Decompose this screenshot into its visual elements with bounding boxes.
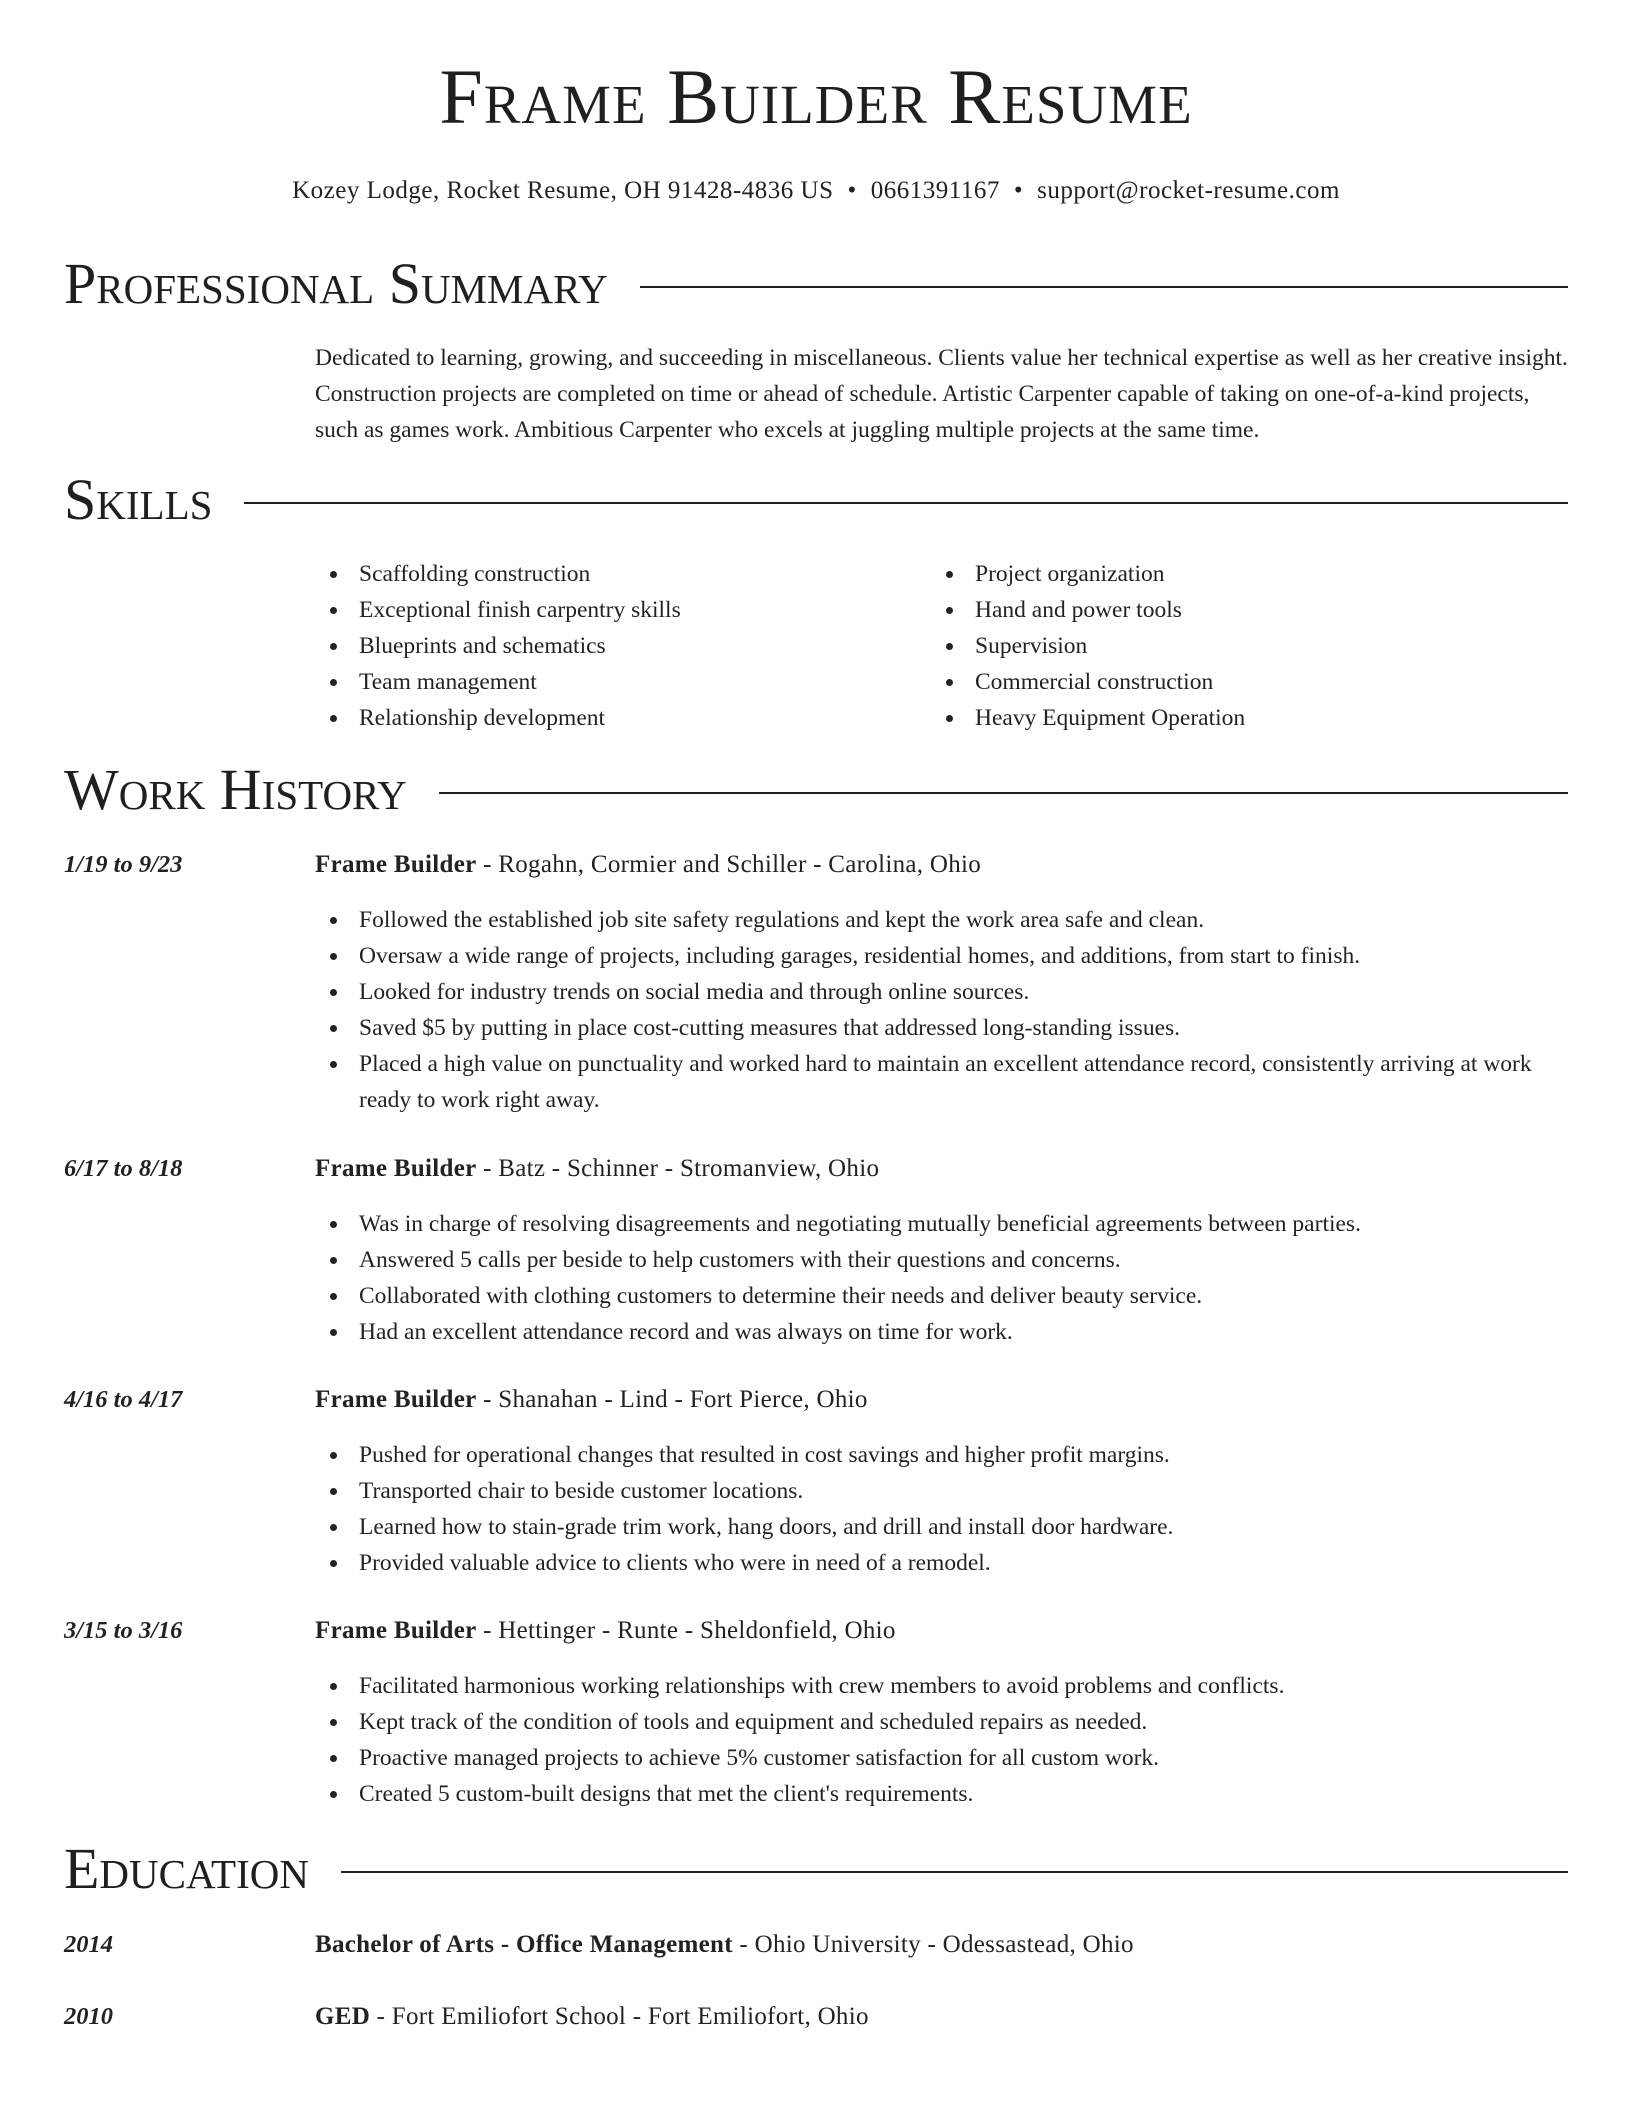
work-section-title: Work History bbox=[64, 757, 407, 822]
skills-section-header bbox=[64, 468, 1568, 532]
duty-item: Proactive managed projects to achieve 5% customer satisfaction for all custom work. bbox=[315, 1740, 1572, 1776]
duty-item: Created 5 custom-built designs that met the client's requirements. bbox=[315, 1776, 1572, 1812]
contact-email[interactable]: support@rocket-resume.com bbox=[1037, 177, 1340, 204]
duty-item: Provided valuable advice to clients who were in need of a remodel. bbox=[315, 1545, 1572, 1581]
job-heading bbox=[315, 1614, 1572, 1648]
education-year: 2010 bbox=[64, 2003, 113, 2030]
duty-item: Transported chair to beside customer locations. bbox=[315, 1473, 1572, 1509]
job-dates: 1/19 to 9/23 bbox=[64, 851, 183, 878]
skill-item: Relationship development bbox=[315, 700, 915, 736]
skill-item: Exceptional finish carpentry skills bbox=[315, 592, 915, 628]
job-title: Frame Builder bbox=[315, 851, 477, 878]
education-section-header bbox=[64, 1837, 1568, 1901]
job-duties bbox=[315, 1437, 1572, 1581]
job-dates: 3/15 to 3/16 bbox=[64, 1617, 183, 1644]
contact-phone: 0661391167 bbox=[870, 177, 1000, 204]
job-dates: 4/16 to 4/17 bbox=[64, 1386, 183, 1413]
skill-item: Scaffolding construction bbox=[315, 556, 915, 592]
section-divider bbox=[244, 502, 1568, 504]
job-title: Frame Builder bbox=[315, 1155, 477, 1182]
skill-item: Hand and power tools bbox=[931, 592, 1531, 628]
skill-item: Team management bbox=[315, 664, 915, 700]
education-degree: GED bbox=[315, 2003, 371, 2030]
summary-section-header bbox=[64, 252, 1568, 316]
duty-item: Saved $5 by putting in place cost-cutting measures that addressed long-standing issues. bbox=[315, 1010, 1572, 1046]
job-employer: - Hettinger - Runte - Sheldonfield, Ohio bbox=[476, 1617, 896, 1644]
education-entry bbox=[315, 1928, 1572, 1962]
job-duties bbox=[315, 1668, 1572, 1812]
skill-item: Blueprints and schematics bbox=[315, 628, 915, 664]
skill-item: Commercial construction bbox=[931, 664, 1531, 700]
section-divider bbox=[439, 792, 1568, 794]
job-title: Frame Builder bbox=[315, 1617, 477, 1644]
job-employer: - Shanahan - Lind - Fort Pierce, Ohio bbox=[476, 1386, 868, 1413]
skills-list-left bbox=[315, 556, 915, 736]
duty-item: Facilitated harmonious working relationships with crew members to avoid problems and conflicts. bbox=[315, 1668, 1572, 1704]
skills-list-right bbox=[931, 556, 1531, 736]
contact-separator: • bbox=[847, 177, 857, 204]
job-duties bbox=[315, 1206, 1572, 1350]
duty-item: Learned how to stain-grade trim work, hang doors, and drill and install door hardware. bbox=[315, 1509, 1572, 1545]
section-divider bbox=[341, 1871, 1568, 1873]
job-heading bbox=[315, 848, 1572, 882]
skill-item: Supervision bbox=[931, 628, 1531, 664]
summary-section-title: Professional Summary bbox=[64, 251, 608, 316]
contact-separator: • bbox=[1013, 177, 1024, 204]
contact-line bbox=[0, 176, 1632, 206]
duty-item: Placed a high value on punctuality and worked hard to maintain an excellent attendance record, consistently arriving at work ready to work right away. bbox=[315, 1046, 1572, 1118]
skills-section-title: Skills bbox=[64, 467, 213, 532]
job-employer: - Rogahn, Cormier and Schiller - Carolina, Ohio bbox=[476, 851, 982, 878]
job-employer: - Batz - Schinner - Stromanview, Ohio bbox=[476, 1155, 880, 1182]
duty-item: Oversaw a wide range of projects, including garages, residential homes, and additions, from start to finish. bbox=[315, 938, 1572, 974]
section-divider bbox=[640, 286, 1568, 288]
education-school: - Fort Emiliofort School - Fort Emiliofort, Ohio bbox=[370, 2003, 869, 2030]
education-year: 2014 bbox=[64, 1931, 113, 1958]
duty-item: Looked for industry trends on social media and through online sources. bbox=[315, 974, 1572, 1010]
job-dates: 6/17 to 8/18 bbox=[64, 1155, 183, 1182]
summary-text: Dedicated to learning, growing, and succeeding in miscellaneous. Clients value her technical expertise as well as her creative insight. Construction projects are completed on time or ahead of schedule. Artistic Carpenter capable of taking on one-of-a-kind projects, such as games work. Ambitious Carpenter who excels at juggling multiple projects at the same time. bbox=[315, 345, 1568, 443]
skill-item: Heavy Equipment Operation bbox=[931, 700, 1531, 736]
duty-item: Kept track of the condition of tools and equipment and scheduled repairs as needed. bbox=[315, 1704, 1572, 1740]
job-title: Frame Builder bbox=[315, 1386, 477, 1413]
job-heading bbox=[315, 1152, 1572, 1186]
duty-item: Had an excellent attendance record and was always on time for work. bbox=[315, 1314, 1572, 1350]
job-heading bbox=[315, 1383, 1572, 1417]
resume-title: Frame Builder Resume bbox=[439, 53, 1193, 140]
duty-item: Was in charge of resolving disagreements and negotiating mutually beneficial agreements between parties. bbox=[315, 1206, 1572, 1242]
work-section-header bbox=[64, 758, 1568, 822]
job-duties bbox=[315, 902, 1572, 1118]
education-school: - Ohio University - Odessastead, Ohio bbox=[732, 1931, 1134, 1958]
duty-item: Collaborated with clothing customers to determine their needs and deliver beauty service. bbox=[315, 1278, 1572, 1314]
skill-item: Project organization bbox=[931, 556, 1531, 592]
contact-address: Kozey Lodge, Rocket Resume, OH 91428-4836 US bbox=[292, 177, 834, 204]
duty-item: Pushed for operational changes that resulted in cost savings and higher profit margins. bbox=[315, 1437, 1572, 1473]
duty-item: Followed the established job site safety regulations and kept the work area safe and clean. bbox=[315, 902, 1572, 938]
education-section-title: Education bbox=[64, 1836, 309, 1901]
education-entry bbox=[315, 2000, 1572, 2034]
duty-item: Answered 5 calls per beside to help customers with their questions and concerns. bbox=[315, 1242, 1572, 1278]
education-degree: Bachelor of Arts - Office Management bbox=[315, 1931, 733, 1958]
